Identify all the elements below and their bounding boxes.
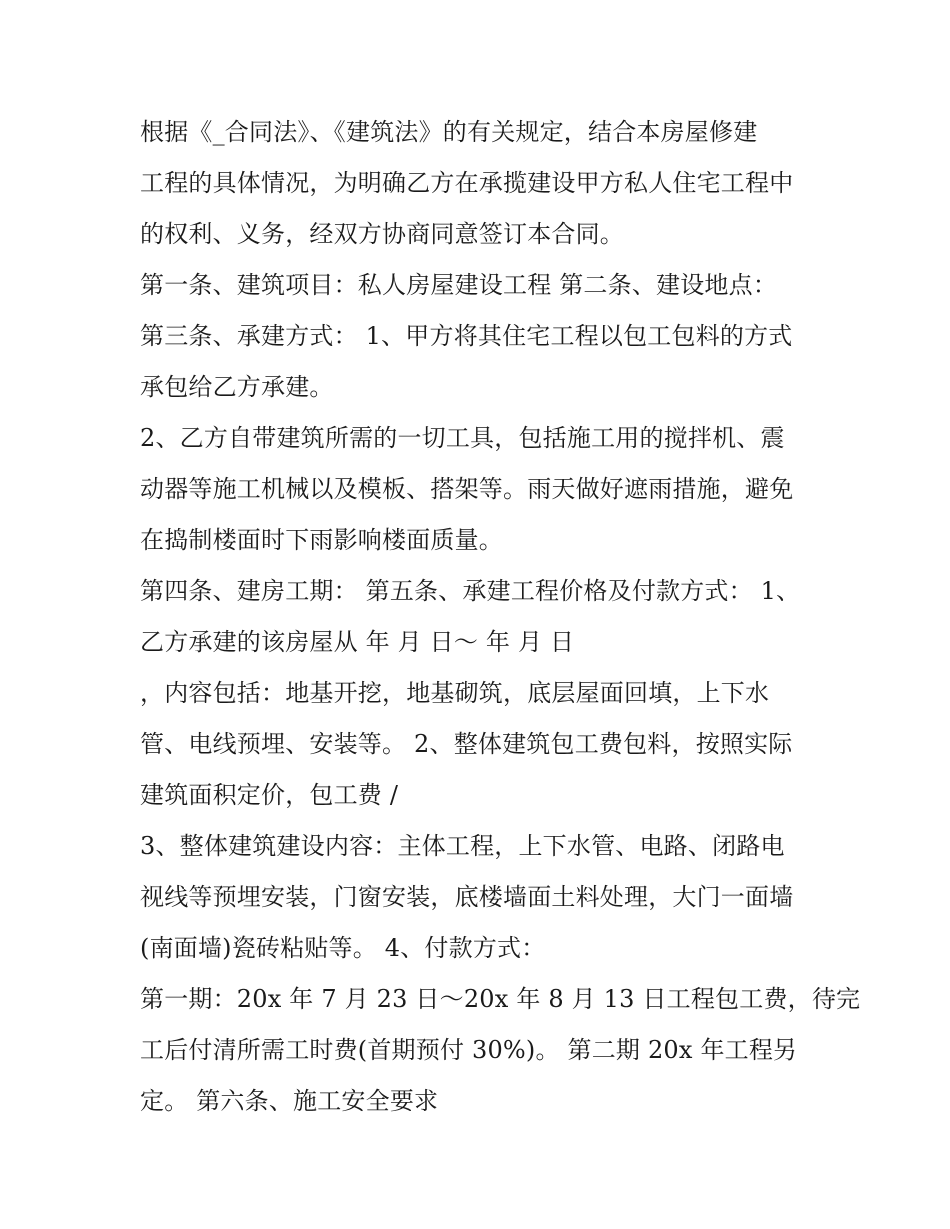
text-line: 2、乙方自带建筑所需的一切工具，包括施工用的搅拌机、震 [140, 424, 785, 452]
text-line: 第三条、承建方式： 1、甲方将其住宅工程以包工包料的方式 [140, 322, 793, 350]
text-line: 承包给乙方承建。 [140, 373, 334, 401]
text-line: 定。 第六条、施工安全要求 [140, 1087, 439, 1115]
text-line: 视线等预埋安装，门窗安装，底楼墙面土料处理，大门一面墙 [140, 883, 794, 911]
text-line: (南面墙)瓷砖粘贴等。 4、付款方式： [140, 934, 546, 962]
text-line: 第四条、建房工期： 第五条、承建工程价格及付款方式： 1、 [140, 577, 801, 605]
text-line: 第一条、建筑项目：私人房屋建设工程 第二条、建设地点： [140, 271, 778, 299]
text-line: 动器等施工机械以及模板、搭架等。雨天做好遮雨措施，避免 [140, 475, 794, 503]
text-line: 在捣制楼面时下雨影响楼面质量。 [140, 526, 503, 554]
text-line: 乙方承建的该房屋从 年 月 日～ 年 月 日 [140, 628, 575, 656]
text-line: 3、整体建筑建设内容：主体工程，上下水管、电路、闭路电 [140, 832, 785, 860]
text-line: 工程的具体情况，为明确乙方在承揽建设甲方私人住宅工程中 [140, 169, 794, 197]
text-line: 工后付清所需工时费(首期预付 30%)。 第二期 20x 年工程另 [140, 1036, 798, 1064]
text-line: 管、电线预埋、安装等。 2、整体建筑包工费包料，按照实际 [140, 730, 793, 758]
text-line: 根据《_合同法》、《建筑法》的有关规定，结合本房屋修建 [140, 118, 758, 146]
document-page [140, 107, 861, 1127]
text-line: ，内容包括：地基开挖，地基砌筑，底层屋面回填，上下水 [140, 679, 770, 707]
text-line: 建筑面积定价，包工费 / [140, 781, 399, 809]
text-line: 的权利、义务，经双方协商同意签订本合同。 [140, 220, 624, 248]
text-line: 第一期：20x 年 7 月 23 日～20x 年 8 月 13 日工程包工费，待完 [140, 985, 861, 1013]
